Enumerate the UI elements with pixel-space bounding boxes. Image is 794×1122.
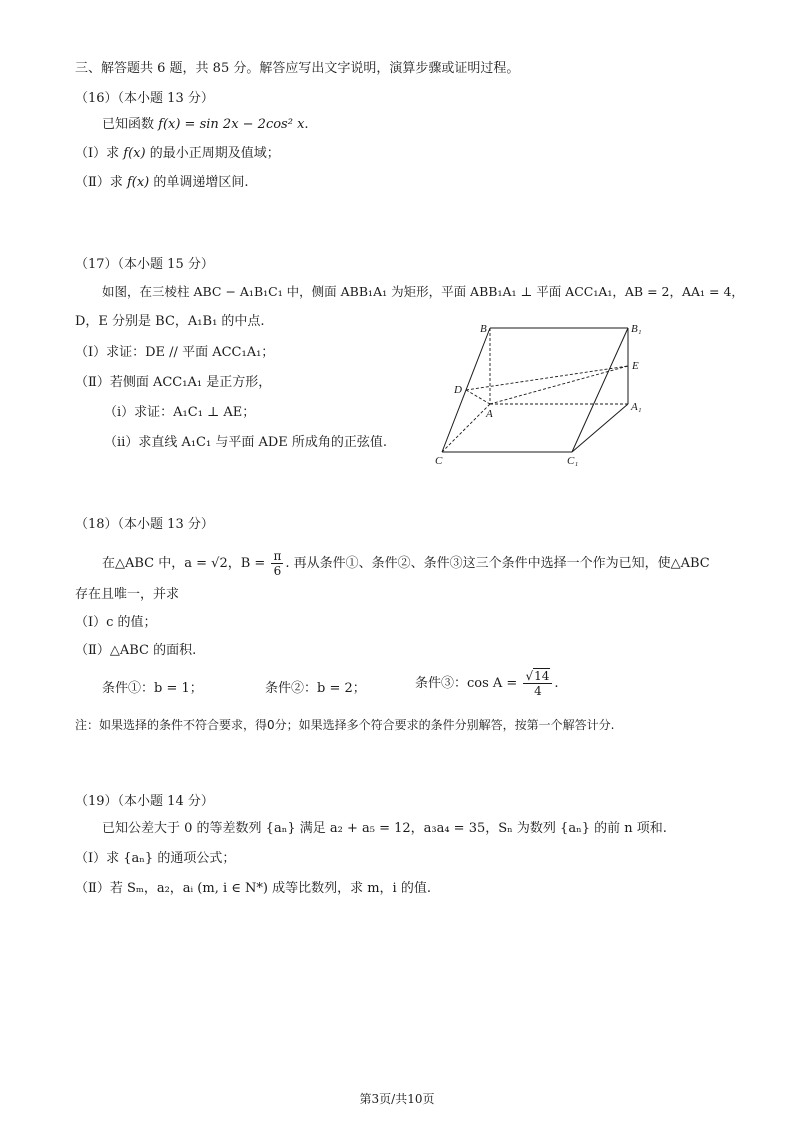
q17-part2-i: （ⅰ）求证：A₁C₁ ⊥ AE；: [104, 405, 256, 420]
label-a: A: [486, 408, 493, 420]
q16-part1: [75, 145, 280, 163]
q18-cond3-num: 14: [534, 669, 550, 683]
label-c1: C₁: [567, 455, 579, 467]
q17-title: （17）（本小题 15 分）: [75, 257, 214, 272]
q18-part1: （Ⅰ）c 的值；: [75, 615, 157, 630]
prism-figure: [430, 318, 645, 468]
q19-part1: （Ⅰ）求 {aₙ} 的通项公式；: [75, 851, 236, 866]
q17-line2: D，E 分别是 BC，A₁B₁ 的中点.: [75, 314, 265, 329]
q17-part1: （Ⅰ）求证：DE // 平面 ACC₁A₁；: [75, 345, 275, 360]
q18-fraction-den: 6: [273, 564, 282, 578]
q16-p2-pre: （Ⅱ）求: [75, 175, 127, 190]
q17-line1: 如图，在三棱柱 ABC − A₁B₁C₁ 中，侧面 ABB₁A₁ 为矩形，平面 ABB₁A₁ ⊥ 平面 ACC₁A₁，AB = 2，AA₁ = 4，: [102, 284, 744, 299]
label-a1: A₁: [631, 401, 642, 413]
page-footer: 第3页/共10页: [359, 1092, 435, 1106]
q16-stem-func: f(x) = sin 2x − 2cos² x: [158, 117, 305, 132]
label-d: D: [454, 384, 462, 396]
q18-note: 注：如果选择的条件不符合要求，得0分；如果选择多个符合要求的条件分别解答，按第一个解答计分.: [75, 718, 615, 732]
label-b1: B₁: [631, 323, 642, 335]
q17-part2: （Ⅱ）若侧面 ACC₁A₁ 是正方形，: [75, 375, 272, 390]
section-header: 三、解答题共 6 题，共 85 分。解答应写出文字说明，演算步骤或证明过程。: [75, 61, 520, 76]
q16-p2-func: f(x): [126, 175, 150, 190]
q18-line1-pre: 在△ABC 中，a = √2，B =: [102, 556, 270, 571]
q16-p2-post: 的单调递增区间.: [149, 175, 249, 190]
q18-condition-3: [415, 668, 559, 700]
q18-line1-post: . 再从条件①、条件②、条件③这三个条件中选择一个作为已知，使△ABC: [285, 556, 710, 571]
hidden-edge-a-c: [442, 404, 490, 452]
q16-stem: [102, 116, 309, 134]
q19-title: （19）（本小题 14 分）: [75, 794, 214, 809]
q18-title: （18）（本小题 13 分）: [75, 517, 214, 532]
q18-line2: 存在且唯一，并求: [75, 587, 180, 602]
q16-p1-post: 的最小正周期及值域；: [145, 146, 280, 161]
q18-condition-1: 条件①：b = 1；: [102, 681, 203, 696]
q16-p1-func: f(x): [123, 146, 146, 161]
q18-cond3-pre: 条件③：cos A =: [415, 676, 522, 691]
q17-part2-ii: （ⅱ）求直线 A₁C₁ 与平面 ADE 所成角的正弦值.: [104, 435, 388, 450]
q19-part2: （Ⅱ）若 Sₘ，a₂，aᵢ (m, i ∈ N*) 成等比数列，求 m，i 的值.: [75, 881, 431, 896]
q18-cond3-post: .: [554, 676, 559, 691]
q18-cond3-num-wrap: √14: [523, 669, 552, 684]
edge-b1-c1: [572, 328, 628, 452]
q16-part2: [75, 174, 249, 192]
q18-fraction-num: π: [273, 549, 282, 563]
q18-line1: [102, 548, 710, 580]
q16-stem-post: .: [304, 117, 309, 132]
q16-stem-pre: 已知函数: [102, 117, 159, 132]
label-e: E: [632, 360, 639, 372]
q18-condition-2: 条件②：b = 2；: [265, 681, 366, 696]
label-b: B: [480, 323, 487, 335]
q16-p1-pre: （Ⅰ）求: [75, 146, 124, 161]
q18-part2: （Ⅱ）△ABC 的面积.: [75, 643, 197, 658]
q19-stem: 已知公差大于 0 的等差数列 {aₙ} 满足 a₂ + a₅ = 12，a₃a₄ = 35，Sₙ 为数列 {aₙ} 的前 n 项和.: [102, 821, 667, 836]
edge-c1-a1: [572, 404, 628, 452]
label-c: C: [435, 455, 443, 467]
q18-fraction-pi-6: [271, 549, 283, 578]
hidden-segment-d-a: [466, 390, 490, 404]
hidden-segment-a-e: [490, 366, 628, 404]
q18-cond3-den: 4: [534, 684, 542, 698]
q18-fraction-sqrt14-4: [523, 669, 552, 698]
q16-title: （16）（本小题 13 分）: [75, 91, 214, 106]
